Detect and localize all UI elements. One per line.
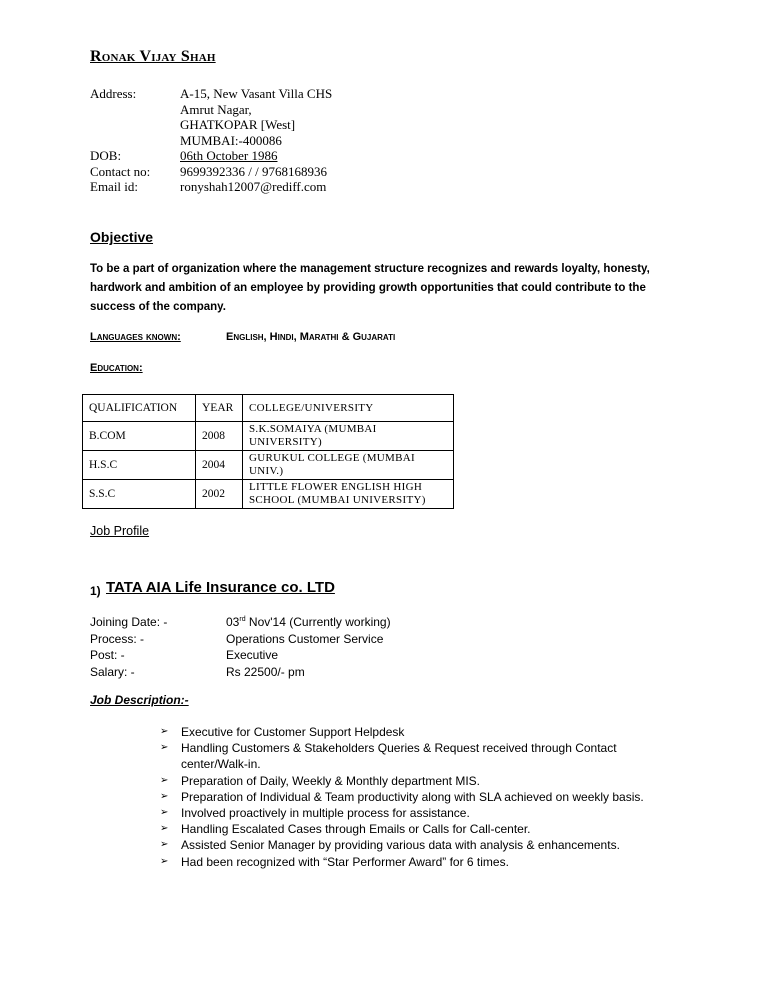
joining-date-label: Joining Date: -	[90, 615, 168, 629]
company-name: TATA AIA Life Insurance co. LTD	[106, 579, 335, 596]
joining-day: 03	[226, 615, 240, 629]
address-label: Address:	[90, 86, 137, 101]
education-table	[82, 394, 454, 509]
arrow-bullet-icon: ➢	[160, 774, 169, 786]
year-cell: 2004	[196, 451, 243, 480]
list-item: ➢ Handling Escalated Cases through Emails or Calls for Call-center.	[160, 822, 531, 837]
list-item: ➢ Handling Customers & Stakeholders Queries & Request received through Contact center/Walk-in.	[160, 741, 617, 772]
list-item: ➢ Involved proactively in multiple process for assistance.	[160, 806, 470, 821]
college-cell: LITTLE FLOWER ENGLISH HIGH SCHOOL (MUMBAI UNIVERSITY)	[243, 480, 454, 509]
table-row	[83, 451, 454, 480]
arrow-bullet-icon: ➢	[160, 823, 169, 835]
joining-date-value	[226, 614, 391, 631]
post-value: Executive	[226, 648, 279, 662]
process-label: Process: -	[90, 631, 145, 646]
job-profile-heading: Job Profile	[90, 524, 150, 538]
list-item: ➢ Executive for Customer Support Helpdesk	[160, 725, 405, 739]
joining-day-suffix: rd	[239, 616, 246, 623]
year-cell: 2008	[196, 422, 243, 451]
email-label: Email id:	[90, 179, 139, 194]
objective-text: To be a part of organization where the management structure recognizes and rewards loyalty, honesty, hardwork and ambition of an employee by providing growth opportunities that could contribute to the success of the company.	[90, 263, 650, 313]
column-header: COLLEGE/UNIVERSITY	[243, 395, 454, 422]
qualification-cell: S.S.C	[83, 480, 196, 509]
company-number: 1)	[90, 584, 101, 598]
languages-value: English, Hindi, Marathi & Gujarati	[226, 331, 396, 343]
arrow-bullet-icon: ➢	[160, 807, 169, 819]
address-line: GHATKOPAR [West]	[180, 117, 296, 132]
list-item: ➢ Preparation of Daily, Weekly & Monthly department MIS.	[160, 773, 481, 788]
college-cell: GURUKUL COLLEGE (MUMBAI UNIV.)	[243, 451, 454, 480]
dob-label: DOB:	[90, 148, 122, 163]
list-item: ➢ Assisted Senior Manager by providing various data with analysis & enhancements.	[160, 838, 620, 853]
job-description-heading: Job Description:-	[90, 693, 189, 707]
college-cell: S.K.SOMAIYA (MUMBAI UNIVERSITY)	[243, 422, 454, 451]
post-label: Post: -	[90, 648, 125, 662]
arrow-bullet-icon: ➢	[160, 855, 169, 867]
column-header: YEAR	[196, 395, 243, 422]
email-value: ronyshah12007@rediff.com	[180, 179, 327, 194]
table-row	[83, 480, 454, 509]
table-header-row	[83, 395, 454, 422]
languages-heading: Languages known:	[90, 331, 181, 343]
arrow-bullet-icon: ➢	[160, 726, 169, 737]
salary-value: Rs 22500/- pm	[226, 664, 305, 679]
education-heading: Education:	[90, 362, 143, 374]
objective-heading: Objective	[90, 229, 154, 245]
phone-label: Contact no:	[90, 163, 151, 179]
arrow-bullet-icon: ➢	[160, 790, 169, 802]
arrow-bullet-icon: ➢	[160, 742, 169, 754]
qualification-cell: B.COM	[83, 422, 196, 451]
candidate-name: Ronak Vijay Shah	[90, 48, 216, 65]
column-header: QUALIFICATION	[83, 395, 196, 422]
joining-rest: Nov'14 (Currently working)	[245, 615, 391, 629]
address-line: Amrut Nagar,	[180, 101, 252, 117]
list-item: ➢ Preparation of Individual & Team productivity along with SLA achieved on weekly basis.	[160, 789, 644, 804]
dob-value: 06th October 1986	[180, 148, 278, 163]
qualification-cell: H.S.C	[83, 451, 196, 480]
list-item: ➢ Had been recognized with “Star Performer Award” for 6 times.	[160, 854, 509, 869]
address-line: A-15, New Vasant Villa CHS	[180, 86, 333, 101]
address-line: MUMBAI:-400086	[180, 132, 282, 148]
responsibilities-list	[160, 724, 650, 870]
salary-label: Salary: -	[90, 664, 135, 679]
arrow-bullet-icon: ➢	[160, 839, 169, 851]
year-cell: 2002	[196, 480, 243, 509]
phone-value: 9699392336 / / 9768168936	[180, 163, 327, 179]
table-row	[83, 422, 454, 451]
process-value: Operations Customer Service	[226, 631, 384, 646]
